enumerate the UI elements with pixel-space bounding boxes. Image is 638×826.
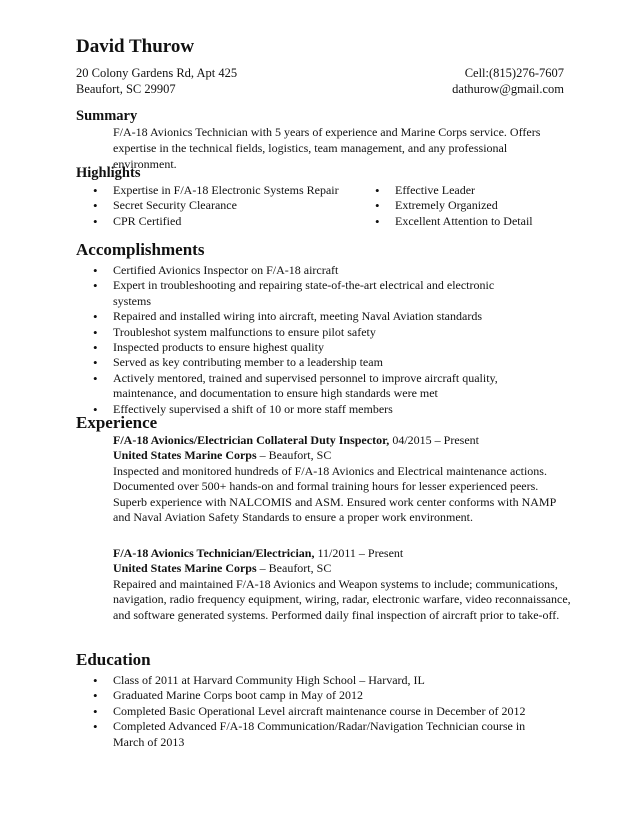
accomplishments-list — [89, 263, 529, 417]
highlights-right-list — [371, 183, 571, 229]
job-employer: United States Marine Corps — [113, 561, 257, 576]
email: dathurow@gmail.com — [452, 82, 564, 96]
job-entry — [113, 433, 573, 525]
list-item: • Actively mentored, trained and supervised personnel to improve aircraft quality, maintenance, and documentation to ensure high standards were met — [89, 371, 529, 402]
list-item: • Extremely Organized — [371, 198, 571, 213]
contact-row-1 — [76, 66, 564, 81]
job-location: – Beaufort, SC — [256, 448, 332, 463]
list-item: • Effectively supervised a shift of 10 or more staff members — [89, 402, 529, 417]
education-list — [89, 673, 529, 750]
phone: Cell:(815)276-7607 — [464, 66, 564, 80]
list-item: • Completed Advanced F/A-18 Communication/Radar/Navigation Technician course in March of 2013 — [89, 719, 529, 750]
job-title-line — [113, 546, 573, 561]
job-title: F/A-18 Avionics Technician/Electrician, — [113, 546, 315, 560]
candidate-name: David Thurow — [76, 36, 195, 57]
highlights-left-list — [89, 183, 369, 229]
contact-row-2 — [76, 82, 564, 97]
address-line-1: 20 Colony Gardens Rd, Apt 425 — [76, 66, 238, 80]
list-item: • Secret Security Clearance — [89, 198, 369, 213]
job-description: Repaired and maintained F/A-18 Avionics and Weapon systems to include; communications, navigation, radio frequency equipment, wiring, radar, electronic warfare, video reconnaissance, and software generated systems. Performed daily final inspection of aircraft prior to take-off. — [113, 576, 571, 622]
list-item: • Expertise in F/A-18 Electronic Systems Repair — [89, 183, 369, 198]
job-employer-line — [113, 561, 573, 576]
job-description: Inspected and monitored hundreds of F/A-18 Avionics and Electrical maintenance actions. Documented over 500+ hands-on and formal training hours for lesser experienced peers. Superb experience with NALCOMIS and ASM. Ensured work center conforms with NAMP and Naval Aviation Safety Standards to ensure a proper work environment. — [113, 463, 556, 525]
list-item: • Class of 2011 at Harvard Community High School – Harvard, IL — [89, 673, 529, 688]
list-item: • Inspected products to ensure highest quality — [89, 340, 529, 355]
list-item: • Expert in troubleshooting and repairing state-of-the-art electrical and electronic systems — [89, 278, 529, 309]
experience-heading: Experience — [76, 413, 158, 432]
list-item: • Excellent Attention to Detail — [371, 214, 571, 229]
list-item: • Completed Basic Operational Level aircraft maintenance course in December of 2012 — [89, 704, 529, 719]
job-dates: 04/2015 – Present — [389, 433, 479, 447]
list-item: • Effective Leader — [371, 183, 571, 198]
accomplishments-heading: Accomplishments — [76, 240, 205, 259]
list-item: • Certified Avionics Inspector on F/A-18 aircraft — [89, 263, 529, 278]
list-item: • Served as key contributing member to a leadership team — [89, 355, 529, 370]
summary-text: F/A-18 Avionics Technician with 5 years of experience and Marine Corps service. Offers expertise in the technical fields, logistics, team management, and any professional environment. — [113, 125, 541, 171]
list-item: • Graduated Marine Corps boot camp in May of 2012 — [89, 688, 529, 703]
job-employer: United States Marine Corps — [113, 448, 257, 463]
list-item: • CPR Certified — [89, 214, 369, 229]
job-title-line — [113, 433, 573, 448]
address-line-2: Beaufort, SC 29907 — [76, 82, 176, 96]
job-entry — [113, 546, 573, 623]
job-dates: 11/2011 – Present — [314, 546, 404, 560]
job-title: F/A-18 Avionics/Electrician Collateral Duty Inspector, — [113, 433, 390, 447]
education-heading: Education — [76, 650, 151, 669]
list-item: • Repaired and installed wiring into aircraft, meeting Naval Aviation standards — [89, 309, 529, 324]
list-item: • Troubleshot system malfunctions to ensure pilot safety — [89, 325, 529, 340]
highlights-heading: Highlights — [76, 165, 141, 181]
summary-heading: Summary — [76, 108, 138, 124]
job-location: – Beaufort, SC — [256, 561, 332, 576]
job-employer-line — [113, 448, 573, 463]
